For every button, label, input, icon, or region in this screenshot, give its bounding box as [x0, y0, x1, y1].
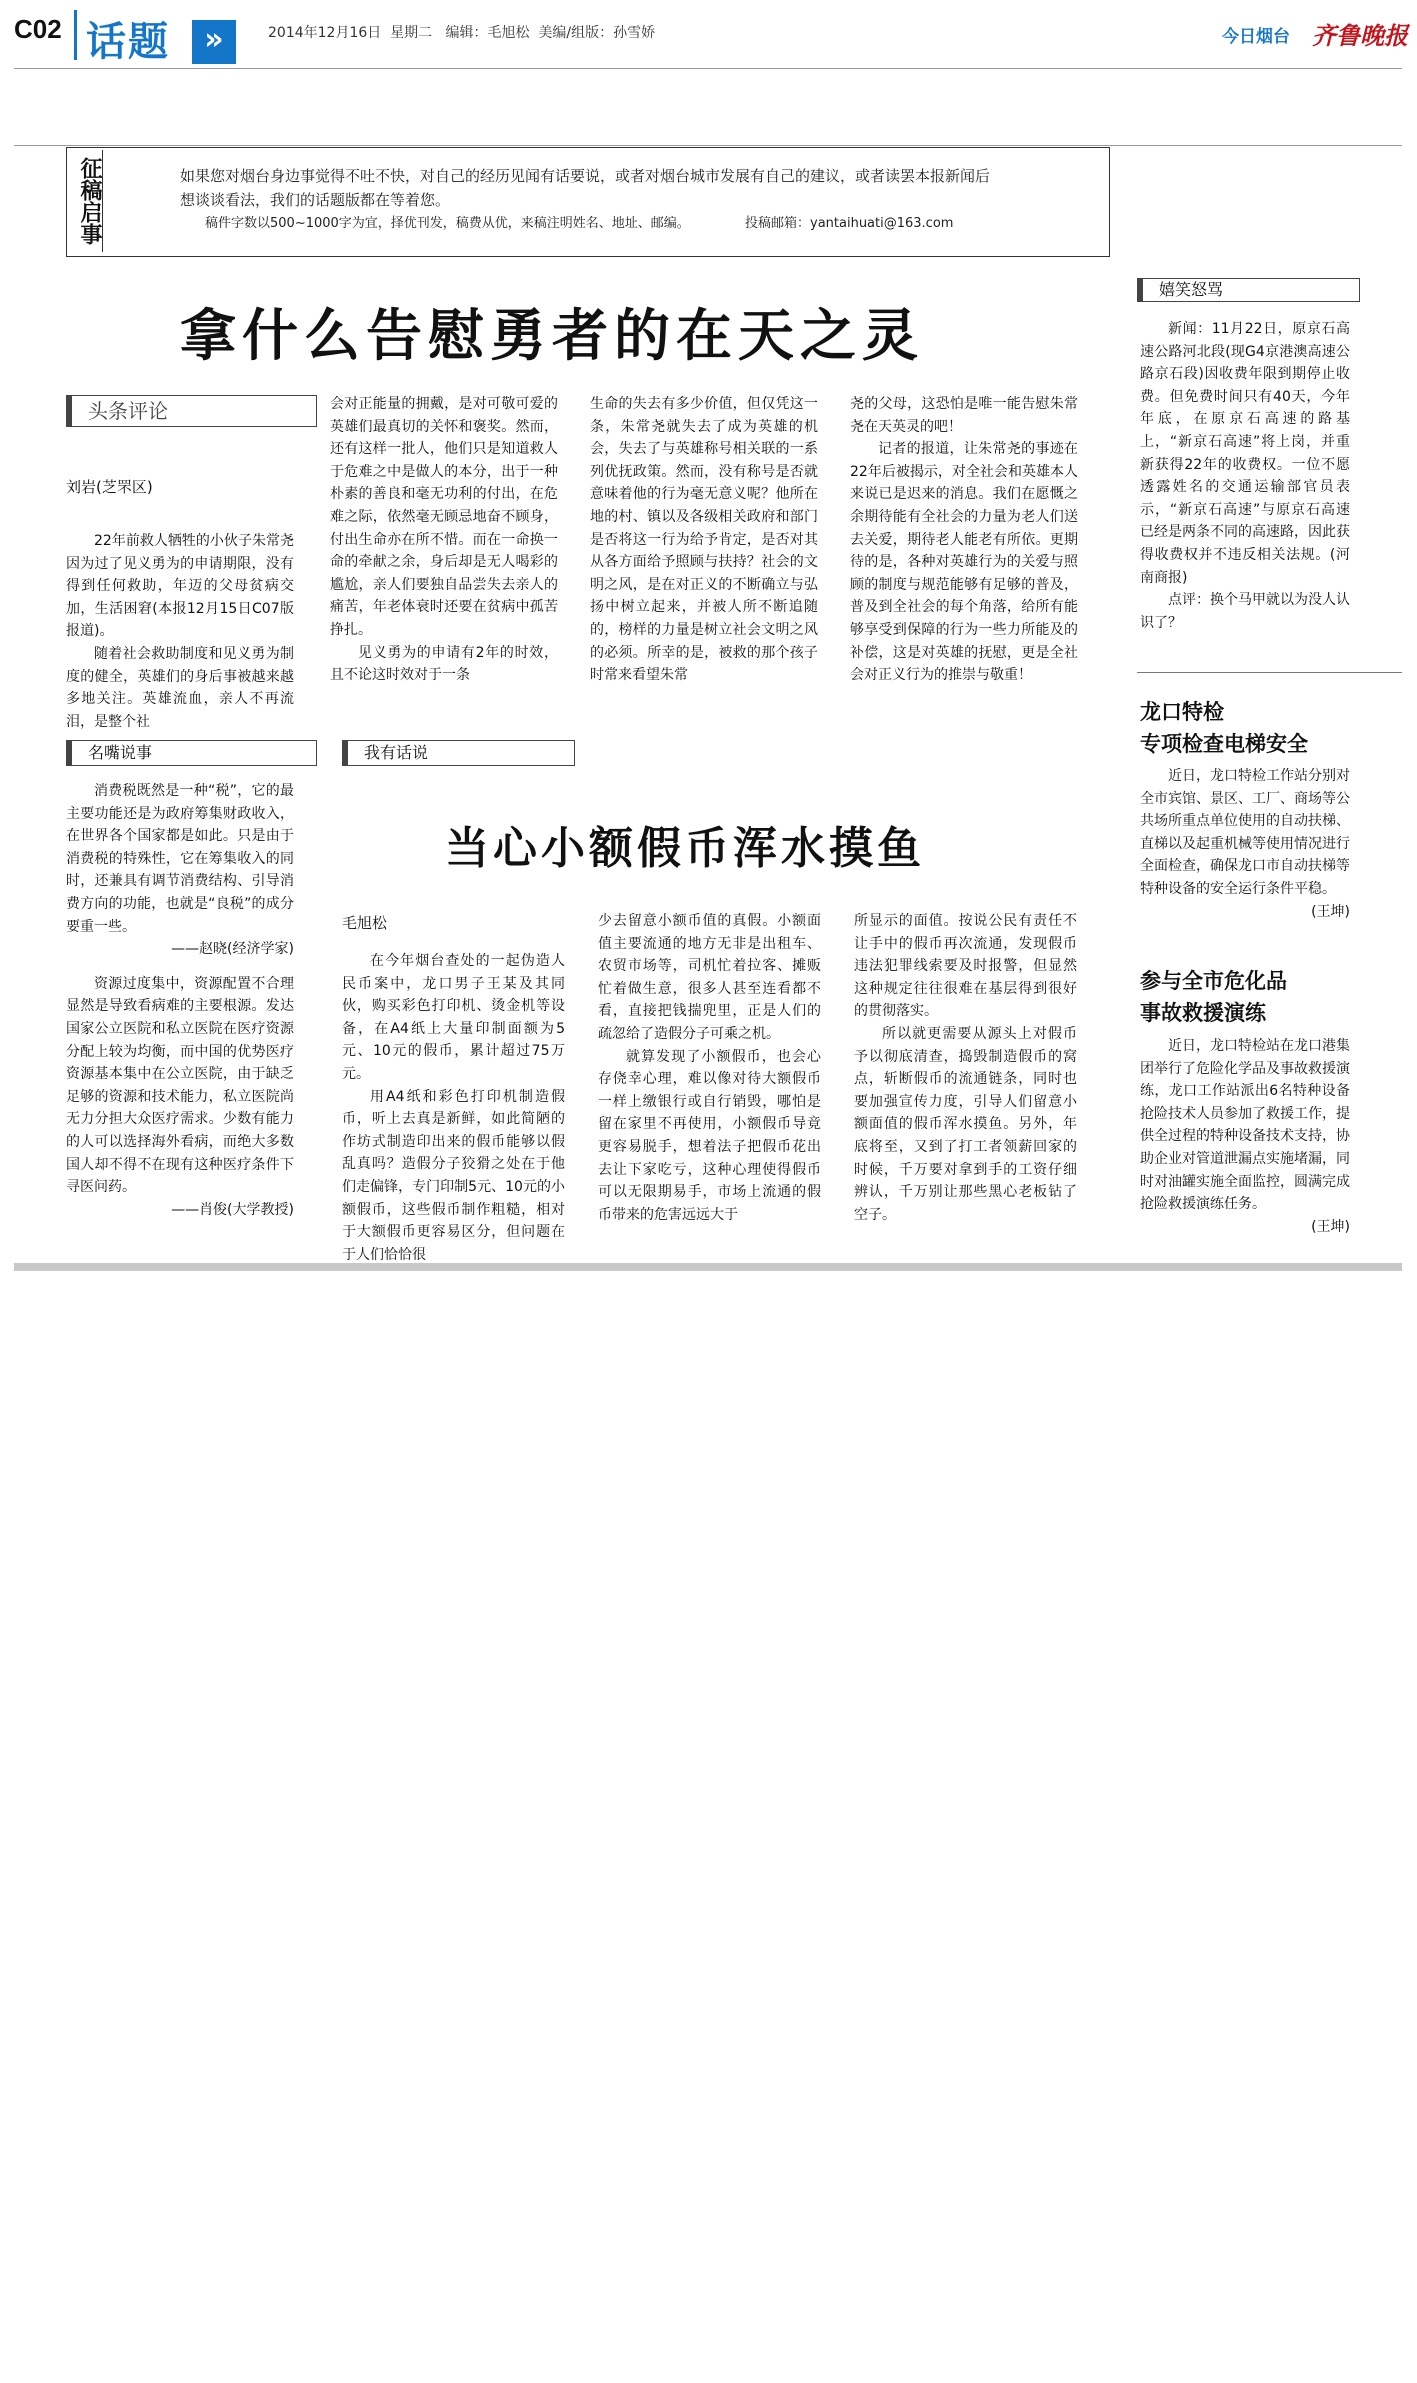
sidebar-label — [1137, 278, 1360, 302]
sidebar-item1-title-2: 专项检查电梯安全 — [1140, 732, 1308, 756]
mingzui-sig1: ——赵晓(经济学家) — [171, 941, 294, 958]
call-for-papers-line2: 想谈谈看法，我们的话题版都在等着您。 — [180, 191, 451, 209]
date-line: 2014年12月16日 星期二 编辑：毛旭松 美编/组版：孙雪娇 — [268, 25, 656, 41]
lead-section-label — [66, 395, 317, 427]
sidebar-news: 新闻：11月22日，原京石高速公路河北段(现G4京港澳高速公路京石段)因收费年限到期停止收费。但免费时间只有40天，今年年底，在原京石高速的路基上，“新京石高速”将上岗，并重新获得22年的收费权。一位不愿透露姓名的交通运输部官员表示，“新京石高速”与原京石高速已经是两条不同的高速路，因此获得收费权并不违反相关法规。(河南商报) — [1140, 321, 1350, 586]
mingzui-p1: 消费税既然是一种“税”，它的最主要功能还是为政府筹集财政收入，在世界各个国家都是如此。只是由于消费税的特殊性，它在筹集收入的同时，还兼具有调节消费结构、引导消费方向的功能，也就是“良税”的成分要重一些。 — [66, 783, 294, 935]
sidebar-item1-title-1: 龙口特检 — [1140, 700, 1224, 724]
second-col3-p2: 所以就更需要从源头上对假币予以彻底清查，捣毁制造假币的窝点，斩断假币的流通链条，同时也要加强宣传力度，引导人们留意小额面值的假币浑水摸鱼。另外，年底将至，又到了打工者领薪回家的时候，千万要对拿到手的工资仔细辨认，千万别让那些黑心老板钻了空子。 — [854, 1025, 1077, 1223]
second-section-label — [342, 740, 575, 766]
mingzui-body — [66, 780, 294, 1221]
lead-col-1 — [66, 530, 294, 733]
sidebar-label-text: 嬉笑怒骂 — [1159, 280, 1224, 299]
lead-col-3 — [590, 393, 818, 687]
second-col-2 — [598, 910, 821, 1226]
second-col2-p1: 少去留意小额币值的真假。小额面值主要流通的地方无非是出租车、农贸市场等，司机忙着拉客、摊贩忙着做生意，很多人甚至连看都不看，直接把钱揣兜里，正是人们的疏忽给了造假分子可乘之机。 — [598, 913, 821, 1042]
header-divider-bar — [74, 10, 77, 60]
mingzui-sig2: ——肖俊(大学教授) — [171, 1201, 294, 1218]
lead-col1-p1: 22年前救人牺牲的小伙子朱常尧因为过了见义勇为的申请期限，没有得到任何救助，年迈的父母贫病交加，生活困窘(本报12月15日C07版报道)。 — [66, 533, 294, 640]
lead-col4-p2: 记者的报道，让朱常尧的事迹在22年后被揭示，对全社会和英雄本人来说已是迟来的消息。我们在愿慨之余期待能有全社会的力量为老人们送去关爱，期待老人能老有所依。更期待的是，各种对英雄行为的关爱与照顾的制度与规范能够有足够的普及，普及到全社会的每个角落，给所有能够享受到保障的行为一些力所能及的补偿，这是对英雄的抚慰，更是全社会对正义行为的推崇与敬重！ — [850, 441, 1078, 684]
sidebar-rule-1 — [1137, 672, 1402, 673]
second-col-3 — [854, 910, 1077, 1226]
second-author: 毛旭松 — [342, 914, 388, 932]
header-rule — [14, 68, 1402, 69]
sidebar-comment: 点评：换个马甲就以为没人认识了？ — [1140, 592, 1350, 631]
sidebar-item2-title-2: 事故救援演练 — [1140, 1001, 1266, 1025]
sidebar-item2-title-1: 参与全市危化品 — [1140, 969, 1287, 993]
call-for-papers-label: 征稿启事 — [70, 150, 103, 252]
sidebar-item2-body — [1140, 1035, 1350, 1238]
second-col1-p1: 在今年烟台查处的一起伪造人民币案中，龙口男子王某及其同伙，购买彩色打印机、烫金机等设备，在A4纸上大量印制面额为5元、10元的假币，累计超过75万元。 — [342, 953, 565, 1082]
lead-col-2 — [330, 393, 558, 687]
section-title: 话题 — [86, 19, 170, 65]
sidebar-item2-text: 近日，龙口特检站在龙口港集团举行了危险化学品及事故救援演练，龙口工作站派出6名特种设备抢险技术人员参加了救援工作，提供全过程的特种设备技术支持，协助企业对管道泄漏点实施堵漏，同时对油罐实施全面监控，圆满完成抢险救援演练任务。 — [1140, 1038, 1350, 1213]
header-rule-2 — [14, 145, 1402, 146]
lead-headline: 拿什么告慰勇者的在天之灵 — [180, 304, 924, 369]
submission-email: 投稿邮箱：yantaihuati@163.com — [745, 216, 954, 231]
mingzui-label-text: 名嘴说事 — [88, 743, 153, 762]
mingzui-label — [66, 740, 317, 766]
page-bottom-bar — [14, 1263, 1402, 1271]
sidebar-item2-sig: (王坤) — [1311, 1218, 1350, 1235]
lead-col2-p1: 会对正能量的拥戴，是对可敬可爱的英雄们最真切的关怀和褒奖。然而，还有这样一批人，他们只是知道救人于危难之中是做人的本分，出于一种朴素的善良和毫无功利的付出，在危难之际，依然毫无顾忌地奋不顾身，付出生命亦在所不惜。而在一命换一命的牵献之余，身后却是无人喝彩的尴尬，亲人们要独自品尝失去亲人的痛苦，年老体衰时还要在贫病中孤苦挣扎。 — [330, 396, 558, 638]
second-col3-p1: 所显示的面值。按说公民有责任不让手中的假币再次流通，发现假币违法犯罪线索要及时报警，但显然这种规定往往很难在基层得到很好的贯彻落实。 — [854, 913, 1077, 1020]
second-col1-p2: 用A4纸和彩色打印机制造假币，听上去真是新鲜，如此简陋的作坊式制造印出来的假币能够以假乱真吗？造假分子狡猾之处在于他们走偏锋，专门印制5元、10元的小额假币，这些假币制作粗糙，相对于大额假币更容易区分，但问题在于人们恰恰很 — [342, 1088, 565, 1263]
call-for-papers-line1: 如果您对烟台身边事觉得不吐不快，对自己的经历见闻有话要说，或者对烟台城市发展有自己的建议，或者读罢本报新闻后 — [180, 167, 991, 185]
sidebar-item1-body — [1140, 765, 1350, 923]
sidebar-news-block — [1140, 318, 1350, 634]
lead-author: 刘岩(芝罘区) — [66, 478, 153, 496]
sidebar-item1-sig: (王坤) — [1311, 903, 1350, 920]
second-col2-p2: 就算发现了小额假币，也会心存侥幸心理，难以像对待大额假币一样上缴银行或自行销毁，哪怕是留在家里不再使用，小额假币导竟更容易脱手，想着法子把假币花出去让下家吃亏，这种心理使得假币可以无限期易手，市场上流通的假币带来的危害远远大于 — [598, 1048, 821, 1223]
section-arrow-icon: » — [192, 20, 236, 64]
mingzui-p2: 资源过度集中，资源配置不合理显然是导致看病难的主要根源。发达国家公立医院和私立医院在医疗资源分配上较为均衡，而中国的优势医疗资源基本集中在公立医院，由于缺乏足够的资源和技术能力，私立医院尚无力分担大众医疗需求。少数有能力的人可以选择海外看病，而绝大多数国人却不得不在现有这种医疗条件下寻医问药。 — [66, 975, 294, 1196]
second-headline: 当心小额假币浑水摸鱼 — [445, 823, 925, 874]
lead-col1-p2: 随着社会救助制度和见义勇为制度的健全，英雄们的身后事被越来越多地关注。英雄流血，亲人不再流泪，是整个社 — [66, 645, 294, 730]
second-section-label-text: 我有话说 — [364, 743, 429, 762]
sub-brand: 今日烟台 — [1222, 27, 1290, 47]
sidebar-item1-text: 近日，龙口特检工作站分别对全市宾馆、景区、工厂、商场等公共场所重点单位使用的自动扶梯、直梯以及起重机械等使用情况进行全面检查，确保龙口市自动扶梯等特种设备的安全运行条件平稳。 — [1140, 768, 1350, 897]
lead-col2-p2: 见义勇为的申请有2年的时效，且不论这时效对于一条 — [330, 644, 558, 684]
lead-col4-p1: 尧的父母，这恐怕是唯一能告慰朱常尧在天英灵的吧！ — [850, 396, 1078, 435]
page-number: C02 — [14, 14, 62, 44]
brand-logo: 齐鲁晚报 — [1312, 21, 1408, 50]
lead-col-4 — [850, 393, 1078, 687]
lead-section-label-text: 头条评论 — [88, 399, 168, 423]
lead-col3-p1: 生命的失去有多少价值，但仅凭这一条，朱常尧就失去了成为英雄的机会，失去了与英雄称号相关联的一系列优抚政策。然而，没有称号是否就意味着他的行为毫无意义呢？他所在地的村、镇以及各级相关政府和部门是否将这一行为给予肯定，是否对其从各方面给予照顾与扶持？社会的文明之风，是在对正义的不断确立与弘扬中树立起来，并被人所不断追随的，榜样的力量是树立社会文明之风的必须。所幸的是，被救的那个孩子时常来看望朱常 — [590, 396, 818, 684]
second-col-1 — [342, 950, 565, 1266]
call-for-papers-line3: 稿件字数以500~1000字为宜，择优刊发，稿费从优，来稿注明姓名、地址、邮编。 — [205, 216, 690, 231]
